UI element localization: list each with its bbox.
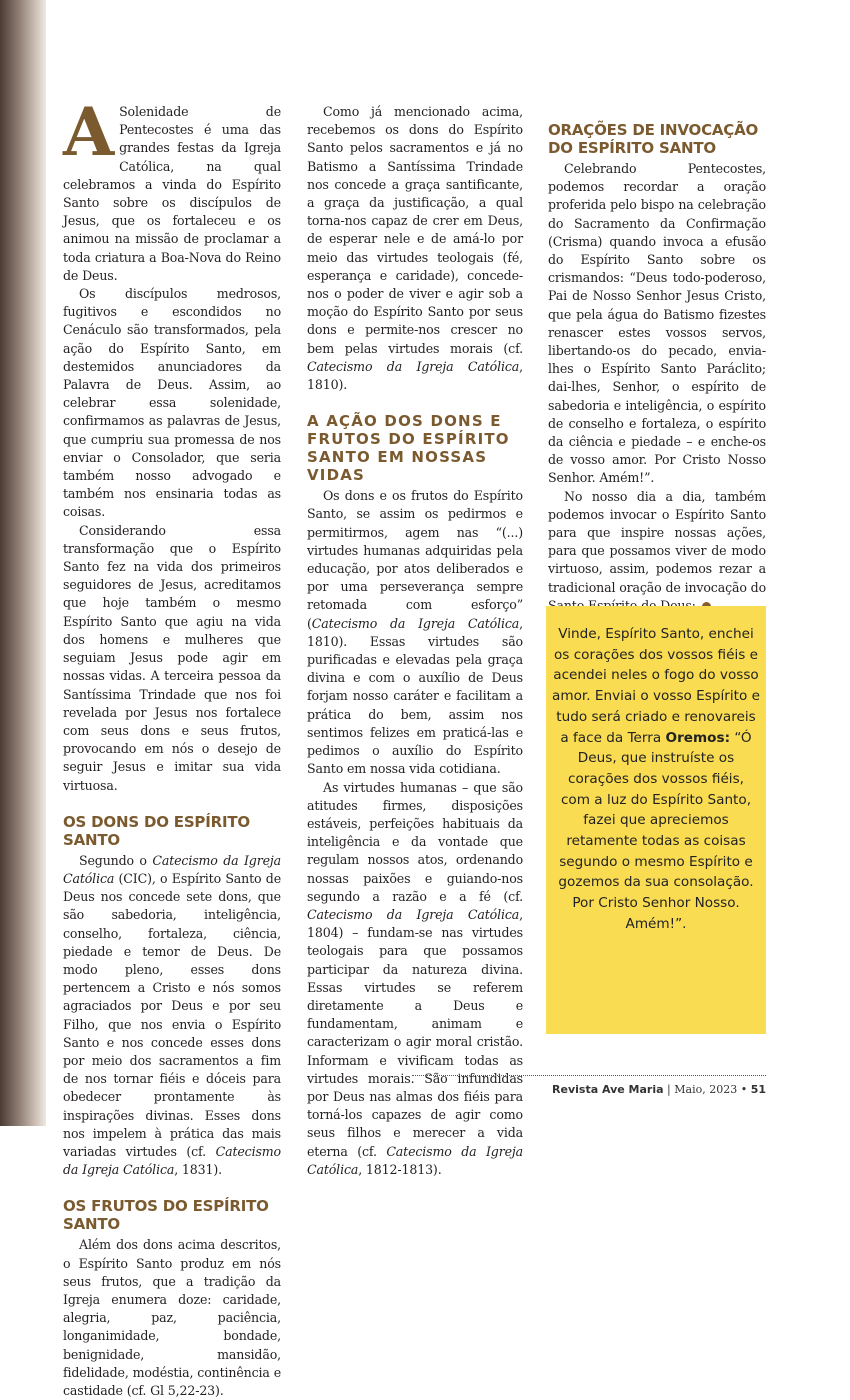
paragraph [307, 487, 523, 778]
magazine-name: Revista Ave Maria [552, 1083, 664, 1096]
paragraph: Considerando essa transformação que o Espírito Santo fez na vida dos primeiros seguidores de Jesus, acreditamos que hoje também o mesmo Espírito Santo que agiu na vida dos homens e mulheres que seguiam Jesus pode agir em nossas vidas. A terceira pessoa da Santíssima Trindade que nos foi revelada por Jesus nos fortalece com seus dons e seus frutos, provocando em nós o desejo de seguir Jesus e imitar sua vida virtuosa. [63, 522, 281, 793]
text: , 1810). [307, 358, 523, 393]
text: (CIC), o Espírito Santo de Deus nos concede sete dons, que são sabedoria, inteligência, conselho, fortaleza, ciência, piedade e temor de Deus. De modo pleno, esses dons pertencem a Cristo e nós somos agraciados por Deus e por seu Filho, que nos envia o Espírito Santo e nos concede esses dons por meio dos sacramentos a fim de nos tornar fiéis e dóceis para obedecer prontamente às inspirações divinas. Esses dons nos impelem à prática das mais variadas virtudes (cf. [63, 870, 281, 1159]
paragraph [548, 488, 766, 615]
text: , 1831). [174, 1162, 222, 1178]
footer-rule [412, 1075, 766, 1076]
heading-dons: OS DONS DO ESPÍRITO SANTO [63, 812, 250, 849]
text: Segundo o [79, 852, 153, 868]
photo-edge [0, 0, 46, 1126]
text: Os dons e os frutos do Espírito Santo, se assim os pedirmos e permitirmos, agem nas “(...) virtudes humanas adquiridas pela educação, por atos deliberados e por uma perseverança sempre retomada com esforço” ( [307, 488, 523, 631]
prayer-text-2: “Ó Deus, que instruíste os corações dos vossos fiéis, com a luz do Espírito Santo, fazei que apreciemos retamente todas as coisas segundo o mesmo Espírito e gozemos da sua consolação. Por Cristo Senhor Nosso. Amém!”. [558, 729, 754, 932]
citation: Catecismo da Igreja Católica [307, 1143, 523, 1177]
paragraph [307, 779, 523, 1179]
footer [552, 1083, 766, 1096]
prayer-text: Vinde, Espírito Santo, enchei os corações dos vossos fiéis e acendei neles o fogo do vosso amor. Enviai o vosso Espírito e tudo será criado e renovareis a face da Terra [552, 626, 760, 746]
text: , 1810). Essas virtudes são purificadas e elevadas pela graça divina e com o auxílio de Deus forjam nosso caráter e facilitam a prática do bem, assim nos sentimos felizes em praticá-las e pedimos o auxílio do Espírito Santo em nossa vida cotidiana. [307, 615, 523, 777]
paragraph: Além dos dons acima descritos, o Espírito Santo produz em nós seus frutos, que a tradição da Igreja enumera doze: caridade, alegria, paz, paciência, longanimidade, bondade, benignidade, mansidão, fidelidade, modéstia, continência e castidade (cf. Gl 5,22-23). [63, 1237, 281, 1398]
column-1 [63, 93, 281, 1400]
text: As virtudes humanas – que são atitudes firmes, disposições estáveis, perfeições habituais da inteligência e da vontade que regulam nossos atos, ordenando nossas paixões e guiando-nos segundo a razão e a fé (cf. [307, 779, 523, 904]
text: , 1812-1813). [358, 1161, 442, 1177]
prayer-box [546, 606, 766, 1034]
column-3 [548, 103, 766, 615]
citation: Catecismo da Igreja Católica [307, 906, 520, 922]
text: , 1804) – fundam-se nas virtudes teologais para que possamos participar da natureza divina. Essas virtudes se referem diretamente a Deus e fundamentam, animam e caracterizam o agir moral cristão. Informam e vivificam todas as virtudes morais. São infundidas por Deus nas almas dos fiéis para torná-los capazes de agir como seus filhos e merecer a vida eterna (cf. [307, 906, 523, 1159]
heading-acao: A AÇÃO DOS DONS E FRUTOS DO ESPÍRITO SANTO EM NOSSAS VIDAS [307, 412, 510, 485]
heading-oracoes: ORAÇÕES DE INVOCAÇÃO DO ESPÍRITO SANTO [548, 121, 759, 157]
prayer-label: Oremos: [665, 729, 731, 746]
citation: Catecismo da Igreja Católica [307, 358, 520, 374]
drop-cap: A [63, 93, 115, 171]
citation: Catecismo da Igreja Católica [63, 1143, 281, 1178]
issue-date: | Maio, 2023 • [667, 1083, 748, 1096]
citation: Catecismo da Igreja Católica [63, 852, 281, 886]
column-2 [307, 103, 523, 1179]
citation: Catecismo da Igreja Católica [311, 615, 520, 631]
intro-text: Solenidade de Pentecostes é uma das grandes festas da Igreja Católica, na qual celebramos a vinda do Espírito Santo sobre os discípulos de Jesus, que os fortaleceu e os animou na missão de proclamar a toda criatura a Boa-Nova do Reino de Deus. [63, 104, 281, 283]
heading-frutos: OS FRUTOS DO ESPÍRITO SANTO [63, 1197, 269, 1234]
page-number: 51 [750, 1083, 766, 1096]
paragraph: Os discípulos medrosos, fugitivos e escondidos no Cenáculo são transformados, pela ação do Espírito Santo, em destemidos anunciadores da Palavra de Deus. Assim, ao celebrar essa solenidade, confirmamos as palavras de Jesus, que cumpriu sua promessa de nos enviar o Consolador, que seria também nosso advogado e também nos ensinaria todas as coisas. [63, 286, 281, 520]
paragraph [63, 852, 281, 1180]
intro-paragraph [63, 93, 281, 285]
text: No nosso dia a dia, também podemos invocar o Espírito Santo para que inspire nossas ações, para que possamos viver de modo virtuoso, assim, podemos rezar a tradicional oração de invocação do [548, 488, 766, 595]
paragraph: Celebrando Pentecostes, podemos recordar a oração proferida pelo bispo na celebração do Sacramento da Confirmação (Crisma) quando invoca a efusão do Espírito Santo sobre os crismandos: “Deus todo-poderoso, Pai de Nosso Senhor Jesus Cristo, que pela água do Batismo fizestes renascer estes vossos servos, libertando-os do pecado, envia-lhes o Espírito Santo Paráclito; dai-lhes, Senhor, o espírito de sabedoria e inteligência, o espírito de conselho e fortaleza, o espírito da ciência e piedade – e enche-os de vosso amor. Por Cristo Nosso Senhor. Amém!”. [548, 161, 766, 486]
text: Como já mencionado acima, recebemos os dons do Espírito Santo pelos sacramentos e já no Batismo a Santíssima Trindade nos concede a graça santificante, a graça da justificação, a qual torna-nos capaz de crer em Deus, de esperar nele e de amá-lo por meio das virtudes teologais (fé, esperança e caridade), concede-nos o poder de viver e agir sob a moção do Espírito Santo por seus dons e permite-nos crescer no bem pelas virtudes morais (cf. [307, 104, 523, 356]
paragraph [307, 103, 523, 394]
